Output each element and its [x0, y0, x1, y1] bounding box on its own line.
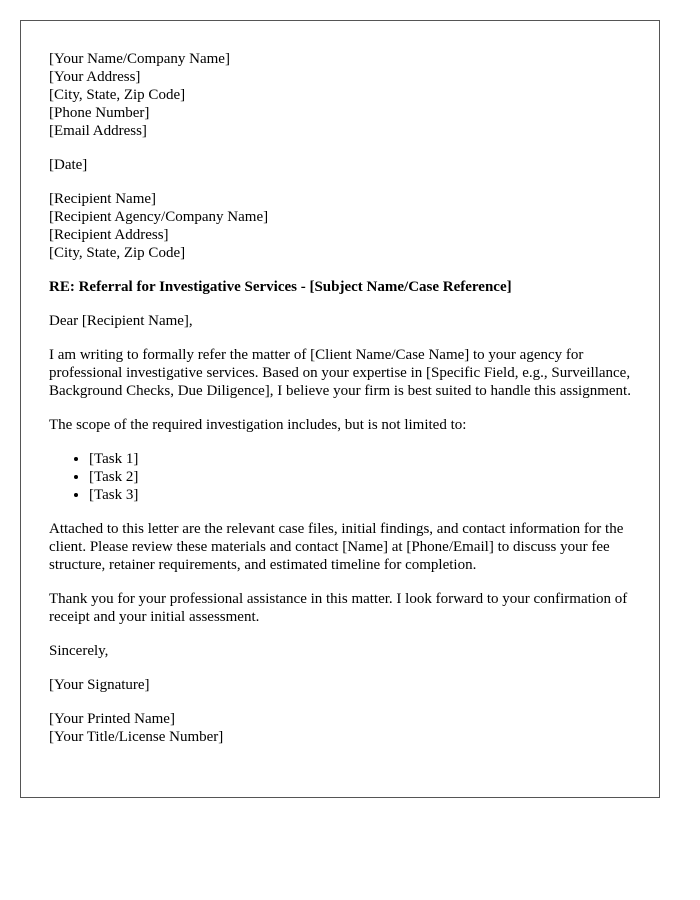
- subject-line: RE: Referral for Investigative Services - [Subject Name/Case Reference]: [49, 279, 512, 295]
- valediction: Sincerely,: [49, 643, 109, 659]
- task-item: • [Task 2]: [89, 468, 631, 486]
- recipient-block: [49, 190, 631, 262]
- body-paragraph-2: The scope of the required investigation includes, but is not limited to:: [49, 417, 467, 433]
- printed-name: [Your Printed Name]: [49, 711, 175, 727]
- task-list: [49, 450, 631, 504]
- signer-block: [49, 710, 631, 746]
- signature-placeholder: [Your Signature]: [49, 677, 150, 693]
- recipient-name: [Recipient Name]: [49, 191, 157, 207]
- sender-email: [Email Address]: [49, 123, 147, 139]
- title-license: [Your Title/License Number]: [49, 729, 224, 745]
- recipient-address: [Recipient Address]: [49, 227, 169, 243]
- recipient-agency: [Recipient Agency/Company Name]: [49, 209, 269, 225]
- sender-name: [Your Name/Company Name]: [49, 51, 230, 67]
- letter-page: [20, 20, 660, 798]
- date-block: [49, 156, 631, 174]
- recipient-city-state-zip: [City, State, Zip Code]: [49, 245, 186, 261]
- salutation: Dear [Recipient Name],: [49, 313, 193, 329]
- sender-phone: [Phone Number]: [49, 105, 150, 121]
- sender-block: [49, 50, 631, 140]
- sender-address: [Your Address]: [49, 69, 141, 85]
- sender-city-state-zip: [City, State, Zip Code]: [49, 87, 186, 103]
- task-item: • [Task 3]: [89, 486, 631, 504]
- body-paragraph-3: Attached to this letter are the relevant case files, initial findings, and contact information for the client. Please review these materials and contact [Name] at [Phone/Email] to discuss your fee structure, retainer requirements, and estimated timeline for completion.: [49, 521, 624, 573]
- letter-date: [Date]: [49, 157, 88, 173]
- body-paragraph-1: I am writing to formally refer the matter of [Client Name/Case Name] to your agency for professional investigative services. Based on your expertise in [Specific Field, e.g., Surveillance, Background Checks, Due Diligence], I believe your firm is best suited to handle this assignment.: [49, 347, 631, 399]
- task-item: • [Task 1]: [89, 450, 631, 468]
- body-paragraph-4: Thank you for your professional assistance in this matter. I look forward to your confirmation of receipt and your initial assessment.: [49, 591, 628, 625]
